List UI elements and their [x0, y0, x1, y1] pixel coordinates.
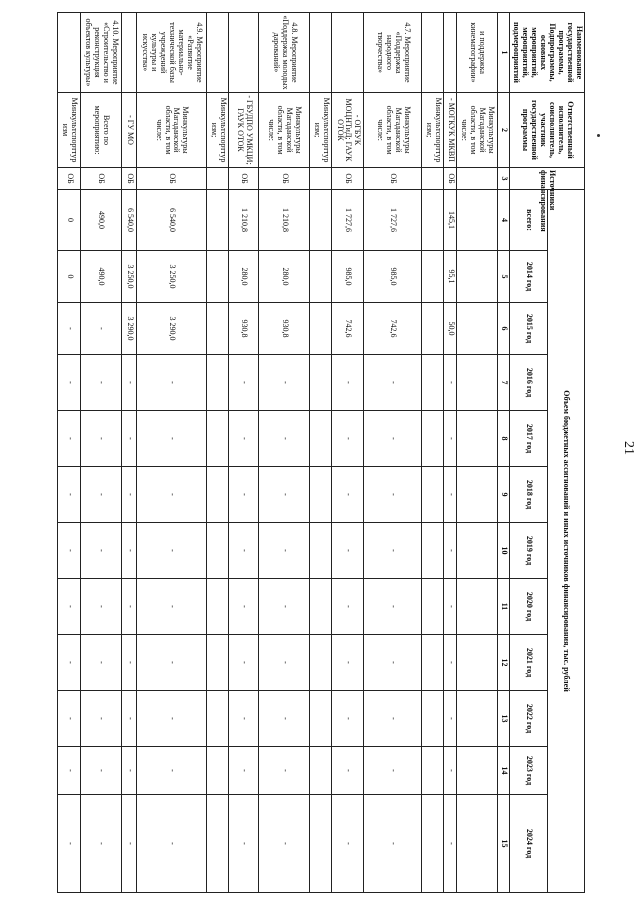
row-responsible-cell: Минкультуры Магаданской области, в том числе:: [259, 93, 310, 168]
row-responsible-cell: Минкультспорттур изм;: [207, 93, 229, 168]
column-number: 2: [498, 93, 510, 168]
row-responsible-cell: - ГБУДПО УМКЦИ; ГАУК ОТОК: [229, 93, 259, 168]
row-year-value-cell: [457, 411, 498, 467]
row-year-value-cell: [310, 303, 332, 355]
row-year-value-cell: 3 290,0: [122, 303, 137, 355]
row-year-value-cell: [310, 411, 332, 467]
row-year-value-cell: [422, 747, 444, 795]
row-year-value-cell: -: [259, 635, 310, 691]
header-name: Наименование государственной программы, Подпрограммы, основных мероприятий, мероприятий, подмероприятий: [510, 13, 585, 93]
row-year-value-cell: -: [229, 795, 259, 893]
row-year-value-cell: -: [58, 579, 80, 635]
row-year-value-cell: -: [259, 747, 310, 795]
column-number: 3: [498, 168, 510, 190]
row-year-value-cell: -: [364, 635, 422, 691]
row-year-value-cell: -: [122, 747, 137, 795]
row-year-value-cell: [207, 635, 229, 691]
row-responsible-cell: Минкультспорттур изм;: [422, 93, 444, 168]
row-responsible-cell: - ОГБУК МОЦНТиД; ГАУК ОТОК: [332, 93, 364, 168]
header-year: 2024 год: [510, 795, 547, 893]
row-source-cell: ОБ: [58, 168, 80, 190]
row-name-cell: [229, 13, 259, 93]
row-source-cell: ОБ: [137, 168, 207, 190]
column-number: 5: [498, 251, 510, 303]
row-year-value-cell: -: [364, 411, 422, 467]
column-number: 15: [498, 795, 510, 893]
row-year-value-cell: -: [444, 467, 457, 523]
row-source-cell: ОБ: [259, 168, 310, 190]
table-row: [229, 13, 259, 893]
row-year-value-cell: -: [259, 579, 310, 635]
table-row: [422, 13, 444, 893]
row-year-value-cell: -: [332, 579, 364, 635]
row-year-value-cell: 280,0: [229, 251, 259, 303]
row-year-value-cell: 280,0: [259, 251, 310, 303]
row-year-value-cell: -: [229, 355, 259, 411]
row-year-value-cell: [310, 467, 332, 523]
row-year-value-cell: 985,0: [364, 251, 422, 303]
row-year-value-cell: 490,0: [80, 251, 121, 303]
row-year-value-cell: -: [259, 691, 310, 747]
row-year-value-cell: [457, 467, 498, 523]
row-year-value-cell: [310, 579, 332, 635]
column-number: 14: [498, 747, 510, 795]
row-year-value-cell: -: [122, 411, 137, 467]
row-year-value-cell: -: [58, 691, 80, 747]
row-total-cell: 145,1: [444, 190, 457, 251]
row-total-cell: 6 540,0: [137, 190, 207, 251]
row-year-value-cell: -: [444, 635, 457, 691]
row-year-value-cell: -: [332, 795, 364, 893]
row-year-value-cell: [422, 523, 444, 579]
header-responsible: Ответственный исполнитель, соисполнитель, участник государственной программы: [510, 93, 585, 168]
row-total-cell: 6 540,0: [122, 190, 137, 251]
header-total: всего:: [510, 190, 547, 251]
row-year-value-cell: [207, 747, 229, 795]
row-year-value-cell: -: [229, 579, 259, 635]
row-year-value-cell: 3 250,0: [137, 251, 207, 303]
row-year-value-cell: [310, 747, 332, 795]
row-year-value-cell: 742,6: [364, 303, 422, 355]
row-year-value-cell: -: [80, 691, 121, 747]
table-body: [58, 13, 498, 893]
row-year-value-cell: -: [444, 691, 457, 747]
row-responsible-cell: Минкультуры Магаданской области, в том числе:: [137, 93, 207, 168]
row-year-value-cell: -: [58, 411, 80, 467]
row-year-value-cell: -: [444, 523, 457, 579]
header-year: 2020 год: [510, 579, 547, 635]
row-year-value-cell: -: [444, 747, 457, 795]
table-row: [137, 13, 207, 893]
row-year-value-cell: [457, 635, 498, 691]
row-year-value-cell: -: [58, 467, 80, 523]
row-source-cell: [422, 168, 444, 190]
row-year-value-cell: 742,6: [332, 303, 364, 355]
table-row: [310, 13, 332, 893]
row-year-value-cell: -: [444, 795, 457, 893]
row-year-value-cell: [310, 691, 332, 747]
row-year-value-cell: [207, 795, 229, 893]
row-year-value-cell: [457, 691, 498, 747]
header-year: 2023 год: [510, 747, 547, 795]
row-year-value-cell: [207, 579, 229, 635]
row-year-value-cell: [457, 795, 498, 893]
row-year-value-cell: 95,1: [444, 251, 457, 303]
row-year-value-cell: -: [137, 355, 207, 411]
row-source-cell: [457, 168, 498, 190]
row-source-cell: ОБ: [80, 168, 121, 190]
row-total-cell: [457, 190, 498, 251]
row-name-cell: [58, 13, 80, 93]
row-name-cell: 4.9. Мероприятие «Развитие материально-технической базы учреждений культуры и искусства»: [137, 13, 207, 93]
row-year-value-cell: -: [137, 411, 207, 467]
column-number: 9: [498, 467, 510, 523]
row-source-cell: ОБ: [444, 168, 457, 190]
row-total-cell: 1 727,6: [364, 190, 422, 251]
table-row: [80, 13, 121, 893]
rotated-table-wrapper: [60, 12, 585, 892]
row-year-value-cell: -: [229, 467, 259, 523]
row-source-cell: ОБ: [332, 168, 364, 190]
row-year-value-cell: [310, 635, 332, 691]
row-year-value-cell: -: [80, 795, 121, 893]
row-year-value-cell: [310, 251, 332, 303]
row-total-cell: 0: [58, 190, 80, 251]
row-year-value-cell: [422, 303, 444, 355]
financing-table: [57, 12, 585, 893]
row-year-value-cell: -: [332, 467, 364, 523]
row-year-value-cell: 3 290,0: [137, 303, 207, 355]
column-number: 13: [498, 691, 510, 747]
column-number: 4: [498, 190, 510, 251]
row-name-cell: и поддержка кинематографии»: [457, 13, 498, 93]
row-year-value-cell: -: [444, 579, 457, 635]
row-year-value-cell: [457, 523, 498, 579]
header-year: 2015 год: [510, 303, 547, 355]
row-responsible-cell: - ГУ МО: [122, 93, 137, 168]
column-number: 12: [498, 635, 510, 691]
row-year-value-cell: -: [80, 747, 121, 795]
row-year-value-cell: -: [332, 635, 364, 691]
column-number-row: [498, 13, 510, 893]
row-year-value-cell: -: [444, 355, 457, 411]
row-year-value-cell: [422, 579, 444, 635]
row-year-value-cell: [422, 467, 444, 523]
row-year-value-cell: -: [259, 355, 310, 411]
header-year: 2019 год: [510, 523, 547, 579]
row-year-value-cell: -: [80, 635, 121, 691]
row-name-cell: 4.8. Мероприятие «Поддержка молодых дарований»: [259, 13, 310, 93]
row-year-value-cell: -: [332, 691, 364, 747]
column-number: 1: [498, 13, 510, 93]
row-year-value-cell: 930,8: [259, 303, 310, 355]
row-year-value-cell: -: [80, 579, 121, 635]
row-year-value-cell: -: [364, 355, 422, 411]
row-year-value-cell: -: [364, 467, 422, 523]
row-name-cell: [444, 13, 457, 93]
row-year-value-cell: -: [58, 355, 80, 411]
row-responsible-cell: Минкультспорттур изм;: [310, 93, 332, 168]
row-year-value-cell: 50,0: [444, 303, 457, 355]
header-year: 2014 год: [510, 251, 547, 303]
row-year-value-cell: 0: [58, 251, 80, 303]
header-year: 2021 год: [510, 635, 547, 691]
row-year-value-cell: 3 250,0: [122, 251, 137, 303]
row-source-cell: [310, 168, 332, 190]
row-year-value-cell: -: [58, 795, 80, 893]
row-year-value-cell: -: [122, 467, 137, 523]
row-year-value-cell: -: [259, 467, 310, 523]
row-year-value-cell: [422, 251, 444, 303]
row-year-value-cell: -: [444, 411, 457, 467]
table-row: [259, 13, 310, 893]
row-responsible-cell: Минкультуры Магаданской области, в том числе:: [364, 93, 422, 168]
row-year-value-cell: -: [259, 795, 310, 893]
row-total-cell: 1 210,8: [259, 190, 310, 251]
row-year-value-cell: -: [332, 747, 364, 795]
row-year-value-cell: -: [137, 747, 207, 795]
row-year-value-cell: -: [80, 523, 121, 579]
row-year-value-cell: -: [137, 691, 207, 747]
row-year-value-cell: -: [122, 635, 137, 691]
row-name-cell: [332, 13, 364, 93]
row-year-value-cell: [207, 355, 229, 411]
column-number: 10: [498, 523, 510, 579]
row-year-value-cell: [457, 355, 498, 411]
page-number: 21: [621, 441, 636, 455]
header-source: Источники финансирования: [510, 168, 585, 190]
row-year-value-cell: -: [58, 303, 80, 355]
row-year-value-cell: -: [122, 691, 137, 747]
row-source-cell: ОБ: [229, 168, 259, 190]
row-year-value-cell: [422, 355, 444, 411]
header-year: 2016 год: [510, 355, 547, 411]
row-year-value-cell: [310, 523, 332, 579]
row-year-value-cell: -: [364, 523, 422, 579]
row-total-cell: [207, 190, 229, 251]
header-group: Объем бюджетных ассигнований и иных источников финансирования, тыс. рублей: [547, 190, 584, 893]
row-name-cell: [207, 13, 229, 93]
row-year-value-cell: -: [58, 747, 80, 795]
row-year-value-cell: -: [122, 355, 137, 411]
column-number: 8: [498, 411, 510, 467]
row-year-value-cell: -: [122, 523, 137, 579]
row-year-value-cell: [207, 251, 229, 303]
row-total-cell: 490,0: [80, 190, 121, 251]
table-row: [207, 13, 229, 893]
row-year-value-cell: -: [137, 579, 207, 635]
table-row: [332, 13, 364, 893]
header-year: 2018 год: [510, 467, 547, 523]
row-year-value-cell: -: [229, 635, 259, 691]
row-year-value-cell: [207, 411, 229, 467]
table-row: [444, 13, 457, 893]
column-number: 7: [498, 355, 510, 411]
row-name-cell: 4.10. Мероприятие «Строительство и реконструкция объектов культуры»: [80, 13, 121, 93]
row-year-value-cell: [457, 303, 498, 355]
row-total-cell: [422, 190, 444, 251]
row-year-value-cell: -: [229, 411, 259, 467]
row-year-value-cell: -: [364, 747, 422, 795]
row-name-cell: 4.7. Мероприятие «Поддержка народного творчества»: [364, 13, 422, 93]
row-year-value-cell: 930,8: [229, 303, 259, 355]
row-year-value-cell: -: [137, 523, 207, 579]
table-row: [364, 13, 422, 893]
table-row: [122, 13, 137, 893]
row-year-value-cell: -: [80, 303, 121, 355]
row-year-value-cell: -: [137, 635, 207, 691]
column-number: 6: [498, 303, 510, 355]
row-year-value-cell: -: [332, 411, 364, 467]
scan-speck: [597, 134, 600, 137]
header-year: 2022 год: [510, 691, 547, 747]
row-year-value-cell: -: [229, 747, 259, 795]
row-source-cell: ОБ: [122, 168, 137, 190]
row-year-value-cell: -: [80, 467, 121, 523]
row-year-value-cell: -: [122, 579, 137, 635]
row-year-value-cell: [457, 579, 498, 635]
row-year-value-cell: -: [364, 579, 422, 635]
row-year-value-cell: [310, 355, 332, 411]
row-source-cell: ОБ: [364, 168, 422, 190]
row-responsible-cell: Минкультуры Магаданской области, в том числе:: [457, 93, 498, 168]
row-year-value-cell: [207, 467, 229, 523]
row-year-value-cell: -: [332, 523, 364, 579]
row-year-value-cell: 985,0: [332, 251, 364, 303]
table-row: [58, 13, 80, 893]
row-year-value-cell: -: [364, 795, 422, 893]
row-total-cell: [310, 190, 332, 251]
row-year-value-cell: -: [58, 635, 80, 691]
table-row: [457, 13, 498, 893]
row-year-value-cell: [207, 303, 229, 355]
row-year-value-cell: -: [137, 467, 207, 523]
row-year-value-cell: -: [259, 523, 310, 579]
row-total-cell: 1 210,8: [229, 190, 259, 251]
row-year-value-cell: [207, 691, 229, 747]
row-year-value-cell: [207, 523, 229, 579]
row-year-value-cell: -: [364, 691, 422, 747]
row-year-value-cell: -: [122, 795, 137, 893]
row-year-value-cell: [422, 411, 444, 467]
row-year-value-cell: [422, 691, 444, 747]
row-name-cell: [122, 13, 137, 93]
column-number: 11: [498, 579, 510, 635]
row-responsible-cell: Всего по мероприятию:: [80, 93, 121, 168]
row-year-value-cell: -: [58, 523, 80, 579]
row-year-value-cell: -: [259, 411, 310, 467]
row-name-cell: [422, 13, 444, 93]
row-year-value-cell: -: [80, 411, 121, 467]
row-year-value-cell: [422, 635, 444, 691]
row-year-value-cell: [457, 251, 498, 303]
row-source-cell: [207, 168, 229, 190]
row-year-value-cell: -: [80, 355, 121, 411]
row-total-cell: 1 727,6: [332, 190, 364, 251]
row-year-value-cell: [457, 747, 498, 795]
row-responsible-cell: Минкультспорттур изм: [58, 93, 80, 168]
row-responsible-cell: - МОГКУК МКВП: [444, 93, 457, 168]
header-year: 2017 год: [510, 411, 547, 467]
row-year-value-cell: -: [229, 691, 259, 747]
row-year-value-cell: [422, 795, 444, 893]
row-year-value-cell: -: [137, 795, 207, 893]
row-year-value-cell: -: [229, 523, 259, 579]
row-year-value-cell: -: [332, 355, 364, 411]
table-stage: [60, 12, 585, 892]
row-year-value-cell: [310, 795, 332, 893]
row-name-cell: [310, 13, 332, 93]
